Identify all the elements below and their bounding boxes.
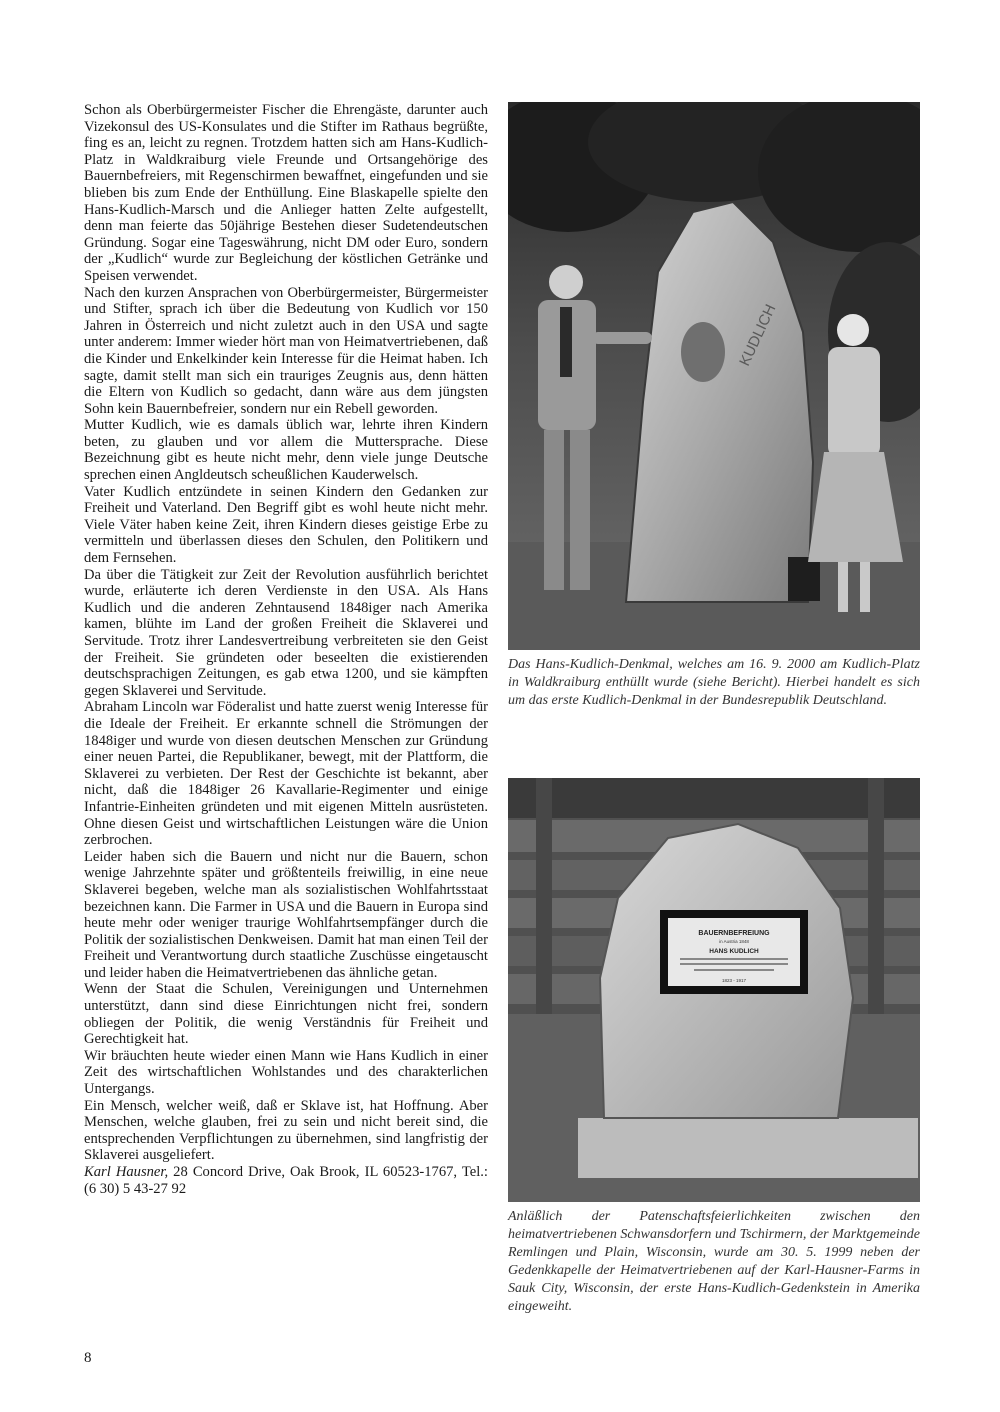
photo-block-1 (508, 102, 920, 710)
paragraph: Schon als Oberbürgermeister Fischer die Ehrengäste, darunter auch Vizekonsul des US-Konsulates und die Stifter im Rathaus begrüßte, fing es an, leicht zu regnen. Trotzdem hatten sich am Hans-Kudlich-Platz in Waldkraiburg viele Freunde und Ortsangehörige des Bauernbefreiers, mit Regenschirmen bewaffnet, eingefunden und sie blieben bis zum Ende der Enthüllung. Eine Blaskapelle spielte den Hans-Kudlich-Marsch und die Anlieger hatten Zelte aufgestellt, denn man feierte das 50jährige Bestehen dieser Sudetendeutschen Gründung. Sogar eine Tageswährung, nicht DM oder Euro, sondern der „Kudlich“ wurde zur Begleichung der köstlichen Getränke und Speisen verwendet. (84, 102, 488, 284)
paragraph: Wir bräuchten heute wieder einen Mann wie Hans Kudlich in einer Zeit des wirtschaftlichen Wohlstandes und des charakterlichen Untergangs. (84, 1047, 488, 1098)
monument-photo-illustration (508, 102, 920, 650)
paragraph: Da über die Tätigkeit zur Zeit der Revolution ausführlich berichtet wurde, erläuterte ich deren Verdienste in den USA. Als Hans Kudlich und die anderen Zehntausend 1848iger nach Amerika kamen, blühte im Land der großen Freiheit die Sklaverei und Servitude. Trotz ihrer Landesvertreibung verbreiteten sie den Geist der Freiheit. Sie gründeten oder beseelten die existierenden deutschsprachigen Zeitungen, es gab etwa 1200, und sie kämpften gegen Sklaverei und Servitude. (84, 566, 488, 699)
author-signature (84, 1164, 488, 1197)
plaque-name: HANS KUDLICH (709, 948, 759, 955)
page-number: 8 (84, 1350, 92, 1366)
paragraph: Leider haben sich die Bauern und nicht nur die Bauern, schon wenige Jahrzehnte später und größtenteils freiwillig, in eine neue Sklaverei begeben, welche man als sozialistischen Wohlfahrtsstaat bezeichnen kann. Die Farmer in USA und die Bauern in Europa sind heute mehr oder weniger traurige Wohlfahrtsempfänger durch die Politik der sozialistischen Denkweisen. Damit hat man einen Teil der Freiheit und Verantwortung durch staatliche Zuschüsse eingetauscht und leider haben die Heimatvertriebenen das ähnliche getan. (84, 848, 488, 981)
paragraph: Wenn der Staat die Schulen, Vereinigungen und Unternehmen unterstützt, dann sind diese Einrichtungen nicht frei, sondern obliegen der Politik, die wenig Verständnis für Freiheit und Gerechtigkeit hat. (84, 981, 488, 1048)
paragraph: Vater Kudlich entzündete in seinen Kindern den Gedanken zur Freiheit und Vaterland. Den Begriff gibt es wohl heute nicht mehr. Viele Väter haben keine Zeit, ihren Kindern dieses geistige Erbe zu vermitteln und überlassen dieses den Schulen, den Politikern und dem Fernsehen. (84, 483, 488, 567)
paragraph: Ein Mensch, welcher weiß, daß er Sklave ist, hat Hoffnung. Aber Menschen, welche glauben, frei zu sein und nicht bereit sind, die entsprechenden Verpflichtungen zu übernehmen, sind langfristig der Sklaverei ausgeliefert. (84, 1097, 488, 1164)
plaque-title: BAUERNBEFREIUNG (698, 930, 770, 937)
stone-inscription: KUDLICH (736, 301, 780, 369)
article-body (84, 102, 488, 1197)
photo-caption-1: Das Hans-Kudlich-Denkmal, welches am 16. 9. 2000 am Kudlich-Platz in Waldkraiburg enthüllt wurde (siehe Bericht). Hierbei handelt es sich um das erste Kudlich-Denkmal in der Bundesrepublik Deutschland. (508, 657, 920, 708)
photo-block-2 (508, 778, 920, 1316)
kudlich-memorial-stone-photo (508, 778, 920, 1202)
paragraph: Mutter Kudlich, wie es damals üblich war, lehrte ihren Kindern beten, zu glauben und vor allem die Muttersprache. Diese Bezeichnung gibt es heute nicht mehr, denn viele junge Deutsche sprechen einen Angldeutsch scheußlichen Kauderwelsch. (84, 417, 488, 484)
plaque-years: 1823 - 1917 (721, 978, 747, 983)
photo-caption-2: Anläßlich der Patenschaftsfeierlichkeiten zwischen den heimatvertriebenen Schwansdorfern und Tschirmern, der Marktgemeinde Remlingen und Plain, Wisconsin, wurde am 30. 5. 1999 neben der Gedenkkapelle der Heimatvertriebenen auf der Karl-Hausner-Farms in Sauk City, Wisconsin, der erste Hans-Kudlich-Gedenkstein in Amerika eingeweiht. (508, 1209, 920, 1314)
kudlich-monument-photo (508, 102, 920, 650)
plaque-subtitle: in Austria 1848 (719, 939, 749, 944)
author-name: Karl Hausner, (84, 1164, 169, 1180)
author-address: 28 Concord Drive, Oak Brook, IL 60523-1767, Tel.: (6 30) 5 43-27 92 (84, 1164, 488, 1197)
memorial-stone-illustration (508, 778, 920, 1202)
paragraph: Abraham Lincoln war Föderalist und hatte zuerst wenig Interesse für die Ideale der Freiheit. Er erkannte schnell die Strömungen der 1848iger und wurde von diesen deutschen Menschen zur Gründung einer neuen Partei, die Republikaner, bewegt, mit der Plattform, die Sklaverei zu verbieten. Der Rest der Geschichte ist bekannt, aber nicht, daß die 1848iger 26 Kavallarie-Regimenter und einige Infantrie-Einheiten gründeten und mit eigenen Mitteln ausrüsteten. Ohne diesen Geist und wirtschaftlichen Leistungen wäre die Union zerbrochen. (84, 699, 488, 849)
paragraph: Nach den kurzen Ansprachen von Oberbürgermeister, Bürgermeister und Stifter, sprach ich über die Bedeutung von Kudlich vor 150 Jahren in Österreich und nicht zuletzt auch in den USA und sagte unter anderem: Immer wieder hört man von Heimatvertriebenen, daß die Kinder und Enkelkinder kein Interesse für die Heimat haben. Ich sagte, damit stellt man sich ein trauriges Zeugnis aus, denn hätten die Eltern von Kudlich so gedacht, dann wäre aus dem jüngsten Sohn kein Bauernbefreier, sondern nur ein Rebell geworden. (84, 284, 488, 417)
